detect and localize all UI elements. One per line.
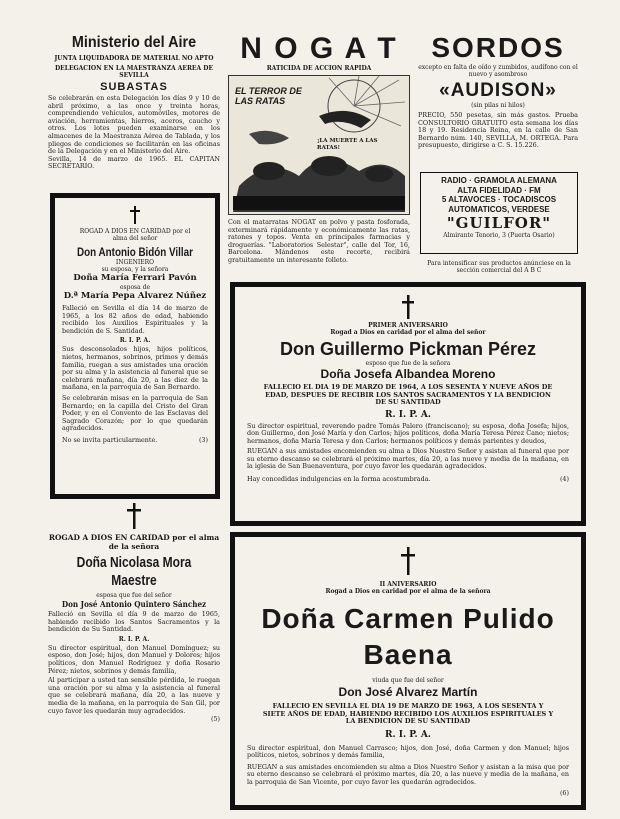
sordos-title: SORDOS <box>431 32 565 63</box>
villar-name: Don Antonio Bidón Villar <box>77 245 193 259</box>
mora-footer-right: (5) <box>210 715 220 724</box>
mora-name-line2: Maestre <box>111 572 157 589</box>
villar-widow: Doña María Ferrari Pavón <box>73 273 197 283</box>
ministerio-body: Se celebrarán en esta Delegación los días 9 y 10 de abril próximo, a las once y treinta horas, comprendiendo vehículos, automóviles, motores de aviación, herramientas, hierros, aceros, caucho y otros. Los lotes pueden examinarse en los almacenes de la Maestranza Aérea de Tablada, y los pliegos de condiciones se facilitarán en las oficinas de la Delegación y en el Ministerio del Aire. <box>48 94 220 156</box>
pickman-death: FALLECIO EL DIA 19 DE MARZO DE 1964, A LOS SESENTA Y NUEVE AÑOS DE EDAD, DESPUES DE RECIBIR LOS SANTOS SACRAMENTOS Y LA BENDICION DE SU SANTIDAD <box>263 383 553 406</box>
ministerio-signature: Sevilla, 14 de marzo de 1965. EL CAPITAN SECRETARIO. <box>48 154 220 171</box>
villar-body1: Falleció en Sevilla el día 14 de marzo de 1965, a los 82 años de edad, habiendo recibido los Auxilios Espirituales y la bendición de S. Santidad. <box>62 304 208 335</box>
radio-line4: AUTOMATICOS, VERDESE <box>448 204 550 214</box>
radio-line2: ALTA FIDELIDAD · FM <box>457 185 541 195</box>
villar-obituary <box>50 193 220 499</box>
mora-body1: Falleció en Sevilla el día 9 de marzo de 1965, habiendo recibido los Santos Sacramentos y la bendición de Su Santidad. <box>48 610 220 634</box>
cross-icon <box>129 206 141 224</box>
radio-ad <box>420 172 578 254</box>
mora-obituary <box>48 503 220 723</box>
cross-icon <box>401 295 415 319</box>
pulido-death: FALLECIO EN SEVILLA EL DIA 19 DE MARZO DE 1963, A LOS SESENTA Y SIETE AÑOS DE EDAD, HABIENDO RECIBIDO LOS AUXILIOS ESPIRITUALES Y LA BENDICION DE SU SANTIDAD <box>262 702 554 725</box>
radio-line1: RADIO · GRAMOLA ALEMANA <box>441 176 557 185</box>
nogat-cartoon-caption: ¡LA MUERTE A LAS RATAS! <box>317 138 378 151</box>
villar-body3: Se celebrarán misas en la parroquia de San Bernardo; en la capilla del Cristo del Gran Poder, y en el Convento de las Esclavas del Sagrado Corazón; por lo que quedarán agradecidos. <box>62 393 208 433</box>
pickman-spouse: Doña Josefa Albandea Moreno <box>320 367 496 381</box>
pulido-spouse-intro: viuda que fue del señor <box>372 677 444 684</box>
cross-icon <box>126 503 142 529</box>
sordos-ad <box>418 34 578 150</box>
sordos-brand: «AUDISON» <box>439 80 557 101</box>
sordos-body: PRECIO, 550 pesetas, sin más gastos. Prueba CONSULTORIO GRATUITO esta semana los días 18 y 19. Residencia Reina, en la calle de San Bernardo núm. 140, SEVILLA, M. ORTEGA. Para presupuesto, dirigirse a C. S. 15.226. <box>418 111 578 150</box>
pickman-ripa: R. I. P. A. <box>385 409 431 420</box>
radio-line3: 5 ALTAVOCES · TOCADISCOS <box>441 195 557 204</box>
villar-footer-right: (3) <box>198 435 208 444</box>
nogat-title: N O G A T <box>240 32 398 65</box>
villar-header: ROGAD A DIOS EN CARIDAD por el alma del señor <box>79 228 191 242</box>
mora-name-line1: Doña Nicolasa Mora <box>76 554 192 571</box>
pickman-footer-left: Hay concedidas indulgencias en la forma acostumbrada. <box>247 475 431 484</box>
pulido-body1: Su director espiritual, don Manuel Carrasco; hijos, don José, doña Carmen y don Manuel; hijos políticos, nietos, sobrinos y demás familia, <box>247 743 569 760</box>
pickman-spouse-intro: esposo que fue de la señora <box>365 360 451 367</box>
radio-address: Almirante Tenorio, 3 (Puerta Osario) <box>443 232 555 239</box>
mora-header: ROGAD A DIOS EN CARIDAD por el alma de la señora <box>48 533 220 551</box>
nogat-subtitle: RATICIDA DE ACCION RAPIDA <box>266 65 372 72</box>
pulido-footer-right: (6) <box>559 789 569 798</box>
villar-ripa: R. I. P. A. <box>119 337 151 345</box>
sordos-intro: excepto en falta de oído y zumbidos, audífono con el nuevo y asombroso <box>418 64 578 78</box>
radio-brand: "GUILFOR" <box>446 214 552 232</box>
pulido-ripa: R. I. P. A. <box>385 729 431 740</box>
pickman-body2: RUEGAN a sus amistades encomienden su alma a Dios Nuestro Señor y asistan al funeral que por su eterno descanso se celebrará el próximo martes, día 20, a las nueve y media de la mañana, en la iglesia de San Buenaventura, por cuyo favor les quedarán agradecidos. <box>247 447 569 471</box>
pickman-name: Don Guillermo Pickman Pérez <box>279 339 537 359</box>
pulido-body2: RUEGAN a sus amistades encomienden su alma a Dios Nuestro Señor y asistan a la misa que por su eterno descanso se celebrará el próximo martes, día 20, a las nueve y media de la mañana, en la parroquia de San Vicente, por cuyo favor les quedarán agradecidos. <box>247 762 569 786</box>
pickman-header: Rogad a Dios en caridad por el alma del señor <box>330 329 486 336</box>
pickman-footer <box>247 475 569 483</box>
mora-footer <box>48 715 220 723</box>
ministerio-title: Ministerio del Aire <box>71 34 197 51</box>
cross-icon <box>400 547 416 575</box>
sordos-brand-note: (sin pilas ni hilos) <box>471 102 525 109</box>
ministerio-delegacion: DELEGACION EN LA MAESTRANZA AEREA DE SEVILLA <box>54 65 214 79</box>
nogat-ad <box>228 34 410 265</box>
villar-widow-intro: su esposa, y la señora <box>101 266 169 273</box>
mora-ripa: R. I. P. A. <box>118 635 150 643</box>
ministerio-notice <box>48 34 220 171</box>
classified-note: Para intensificar sus productos anúnciese en la sección comercial del A B C <box>427 260 571 274</box>
pickman-body1: Su director espiritual, reverendo padre Tomás Palero (franciscano); su esposa, doña Josefa; hijos, don Guillermo, don José María y don Carlos; hijos políticos, doña María Teresa Pérez Cano; nietos; hermanos, doña María Teresa y don Carlos; hermanos políticos y demás parientes y deudos, <box>247 421 569 445</box>
nogat-cartoon <box>228 75 410 215</box>
ministerio-junta: JUNTA LIQUIDADORA DE MATERIAL NO APTO <box>54 55 214 62</box>
nogat-cartoon-text: EL TERROR DE LAS RATAS <box>235 86 302 106</box>
mora-body3: Al participar a usted tan sensible pérdida, le ruegan una oración por su alma y la asistencia al funeral que se celebrará mañana, día 20, a las nueve y media de la mañana, en la parroquia de San Gil, por cuyo favor les quedarán muy agradecidos. <box>48 676 220 715</box>
mora-spouse-intro: esposa que fue del señor <box>96 592 172 599</box>
villar-second-intro: esposa de <box>119 284 151 291</box>
pulido-header: Rogad a Dios en caridad por el alma de la señora <box>325 588 491 595</box>
nogat-body: Con el matarratas NOGAT en polvo y pasta fosforada, exterminará rápidamente y económicamente las ratas, ratones y topos. Venta en principales farmacias y droguerías. "Laboratorios Selestar", calle del Tor, 16, Barcelona. Mándenos este recorte, recibirá gratuitamente un interesante folleto. <box>228 218 410 264</box>
villar-body2: Sus desconsolados hijos, hijos políticos, nietos, hermanos, sobrinos, primos y demás familia, ruegan a sus amistades una oración por su alma y la asistencia al funeral que se celebrará mañana, día 20, a las diez de la mañana, en la parroquia de San Bernardo. <box>62 345 208 392</box>
pulido-spouse: Don José Alvarez Martín <box>338 685 478 699</box>
pulido-name: Doña Carmen Pulido Baena <box>261 603 555 670</box>
mora-spouse: Don José Antonio Quintero Sánchez <box>61 599 207 609</box>
ministerio-subastas: SUBASTAS <box>100 81 168 93</box>
pickman-anniversary: PRIMER ANIVERSARIO <box>368 322 448 329</box>
villar-footer-left: No se invita particularmente. <box>62 435 158 444</box>
villar-footer <box>62 436 208 444</box>
pickman-footer-right: (4) <box>559 475 569 484</box>
villar-second: D.ª María Pepa Alvarez Núñez <box>63 291 207 301</box>
pulido-anniversary: II ANIVERSARIO <box>379 581 437 588</box>
pickman-obituary <box>230 282 586 526</box>
pulido-footer <box>247 789 569 797</box>
mora-body2: Su director espiritual, don Manuel Domínguez; su esposo, don José; hijos, don Manuel y Dolores; hijos políticos, don Manuel Rodríguez y doña Rosario Pérez; nietos, sobrinos y demás familia, <box>48 643 220 675</box>
villar-subname: INGENIERO <box>115 259 155 266</box>
pulido-obituary <box>230 532 586 810</box>
